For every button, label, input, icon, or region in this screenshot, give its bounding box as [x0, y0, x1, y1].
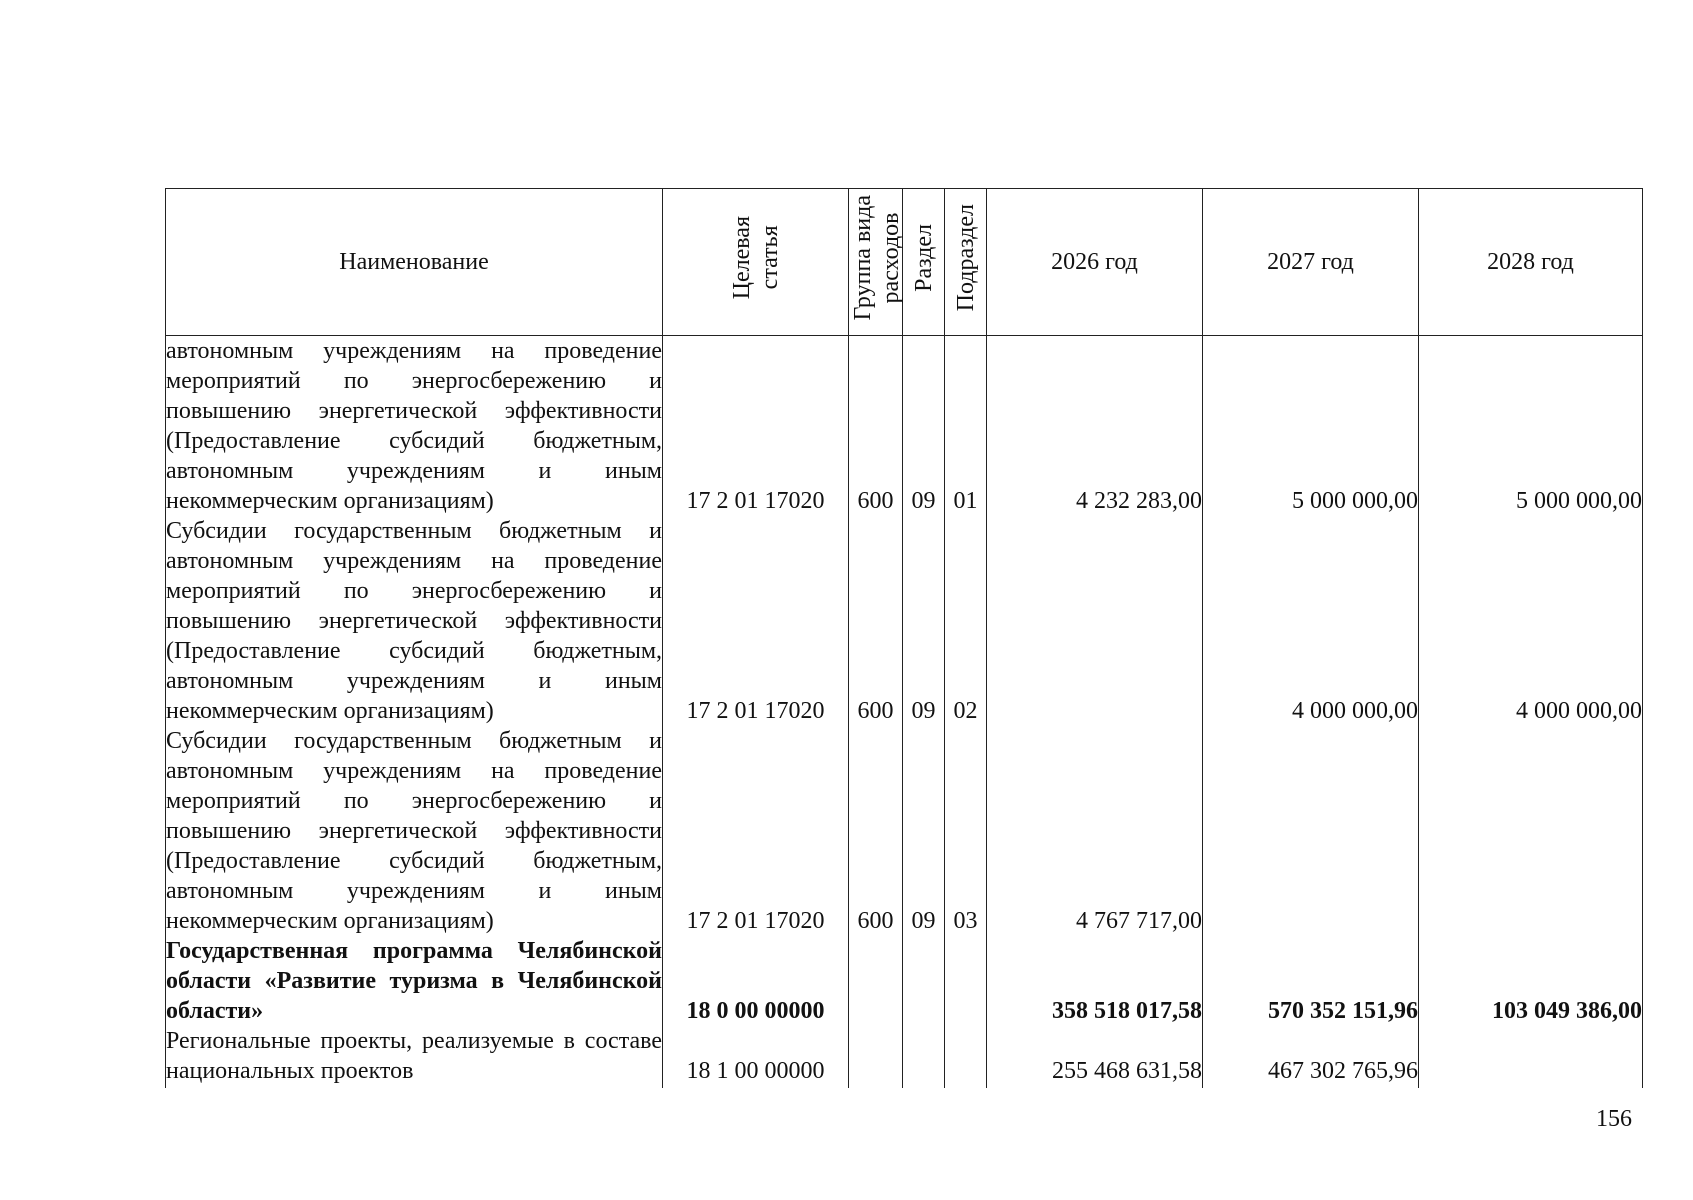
row-code: 17 2 01 17020 — [663, 336, 849, 517]
row-subsection: 01 — [945, 336, 987, 517]
row-2028: 5 000 000,00 — [1419, 336, 1643, 517]
header-year-2026: 2026 год — [987, 189, 1203, 336]
row-2026: 255 468 631,58 — [987, 1026, 1203, 1088]
table-row — [166, 726, 1643, 936]
row-2026 — [987, 516, 1203, 726]
row-subsection: 02 — [945, 516, 987, 726]
row-subsection: 03 — [945, 726, 987, 936]
row-2028: 103 049 386,00 — [1419, 936, 1643, 1026]
row-2028 — [1419, 726, 1643, 936]
page-number: 156 — [1596, 1106, 1632, 1132]
row-group: 600 — [849, 516, 903, 726]
row-2027: 5 000 000,00 — [1203, 336, 1419, 517]
table-row — [166, 516, 1643, 726]
row-2027 — [1203, 726, 1419, 936]
row-2026: 4 767 717,00 — [987, 726, 1203, 936]
row-2026: 4 232 283,00 — [987, 336, 1203, 517]
table-row — [166, 1026, 1643, 1088]
row-name: Субсидии государственным бюджетным и автономным учреждениям на проведение мероприятий по энергосбережению и повышению энергетической эффективности (Предоставление субсидий бюджетным, автономным учреждениям и иным некоммерческим организациям) — [166, 728, 662, 934]
row-subsection — [945, 936, 987, 1026]
row-section: 09 — [903, 336, 945, 517]
header-target-article: Целевая статья — [663, 189, 849, 336]
row-subsection — [945, 1026, 987, 1088]
row-2028: 4 000 000,00 — [1419, 516, 1643, 726]
row-section: 09 — [903, 516, 945, 726]
row-section — [903, 1026, 945, 1088]
row-section — [903, 936, 945, 1026]
row-2027: 4 000 000,00 — [1203, 516, 1419, 726]
row-2026: 358 518 017,58 — [987, 936, 1203, 1026]
row-code: 17 2 01 17020 — [663, 516, 849, 726]
row-name: Государственная программа Челябинской области «Развитие туризма в Челябинской области» — [166, 938, 662, 1024]
row-code: 18 1 00 00000 — [663, 1026, 849, 1088]
header-year-2027: 2027 год — [1203, 189, 1419, 336]
row-group: 600 — [849, 336, 903, 517]
row-name: автономным учреждениям на проведение мероприятий по энергосбережению и повышению энергетической эффективности (Предоставление субсидий бюджетным, автономным учреждениям и иным некоммерческим организациям) — [166, 336, 663, 517]
table-row — [166, 936, 1643, 1026]
row-2027: 467 302 765,96 — [1203, 1026, 1419, 1088]
row-2028 — [1419, 1026, 1643, 1088]
budget-table — [165, 188, 1643, 1088]
header-year-2028: 2028 год — [1419, 189, 1643, 336]
table-row — [166, 336, 1643, 517]
row-group — [849, 936, 903, 1026]
row-name: Субсидии государственным бюджетным и автономным учреждениям на проведение мероприятий по энергосбережению и повышению энергетической эффективности (Предоставление субсидий бюджетным, автономным учреждениям и иным некоммерческим организациям) — [166, 518, 662, 724]
header-section: Раздел — [903, 189, 945, 336]
row-name: Региональные проекты, реализуемые в составе национальных проектов — [166, 1026, 663, 1088]
row-group: 600 — [849, 726, 903, 936]
row-section: 09 — [903, 726, 945, 936]
table-header-row — [166, 189, 1643, 336]
header-expense-group: Группа вида расходов — [849, 189, 903, 336]
row-code: 17 2 01 17020 — [663, 726, 849, 936]
row-2027: 570 352 151,96 — [1203, 936, 1419, 1026]
row-group — [849, 1026, 903, 1088]
header-name: Наименование — [166, 189, 663, 336]
row-code: 18 0 00 00000 — [663, 936, 849, 1026]
header-subsection: Подраздел — [945, 189, 987, 336]
